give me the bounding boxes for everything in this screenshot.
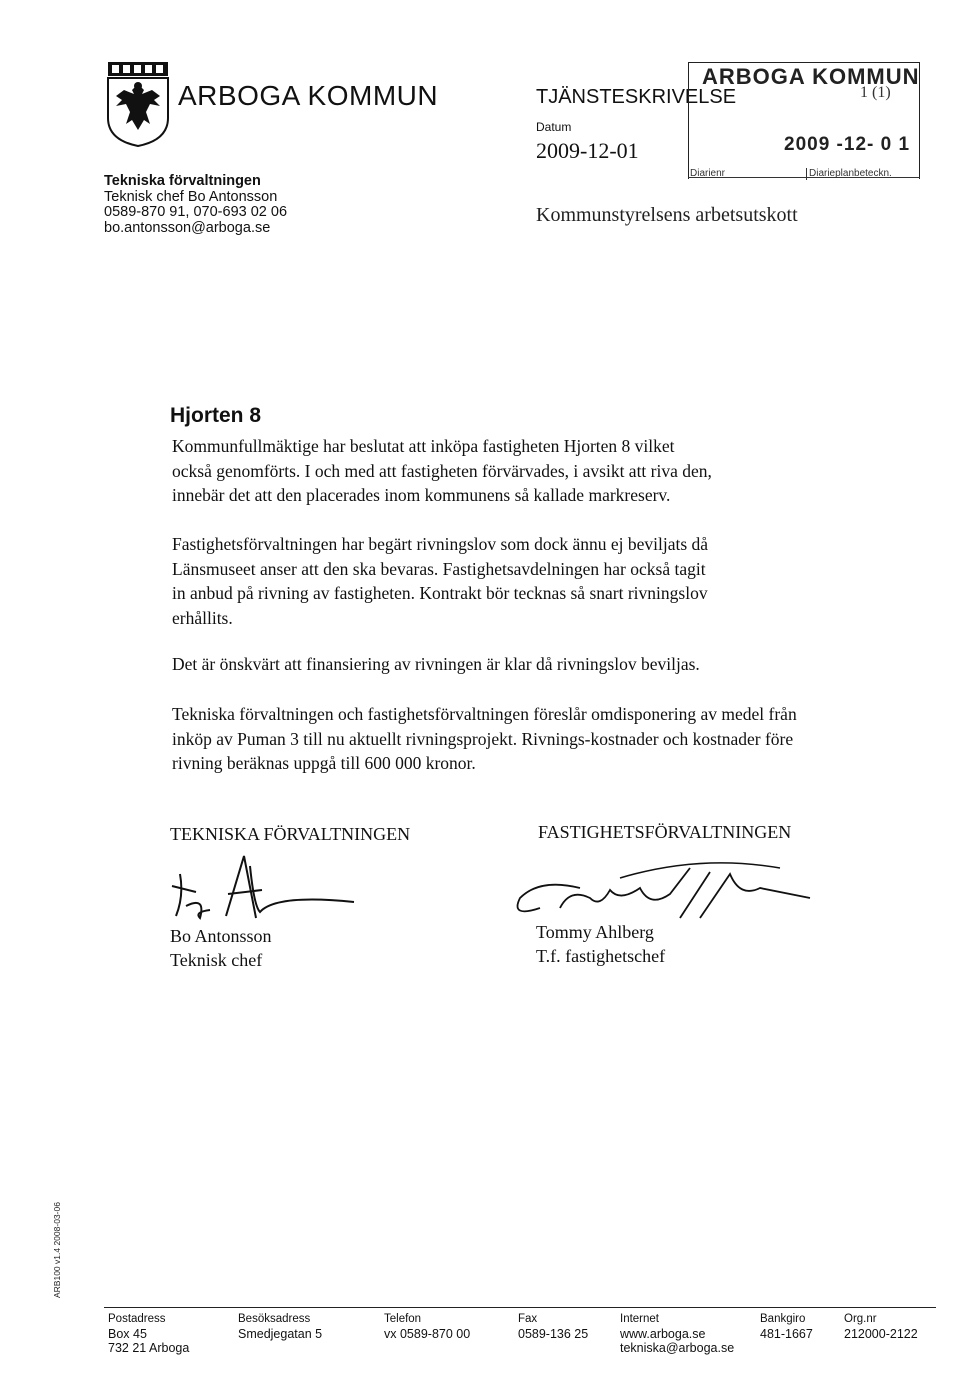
handwritten-signature-left: [166, 846, 366, 926]
stamp-title: ARBOGA KOMMUN: [702, 64, 920, 89]
stamp-divider: [806, 168, 807, 180]
stamp-date: 2009 -12- 0 1: [784, 134, 911, 155]
department-name: Tekniska förvaltningen: [104, 173, 261, 189]
signature-left-block: [170, 924, 272, 972]
stamp-diarieplan-label: Diarieplanbeteckn.: [809, 168, 892, 179]
footer-besoksadress: [238, 1312, 322, 1341]
footer-value: vx 0589-870 00: [384, 1326, 471, 1341]
contact-email: bo.antonsson@arboga.se: [104, 219, 271, 236]
contact-phones: 0589-870 91, 070-693 02 06: [104, 204, 288, 220]
footer-value: www.arboga.se: [620, 1326, 706, 1341]
footer-value: Box 45: [108, 1326, 147, 1341]
date-value: 2009-12-01: [536, 138, 639, 163]
recipient: Kommunstyrelsens arbetsutskott: [536, 204, 798, 226]
signature-right-block: [536, 920, 665, 968]
body-paragraph: Fastighetsförvaltningen har begärt rivningslov som dock ännu ej beviljats då Länsmuseet anser att den ska bevaras. Fastighetsavdelningen har också tagit in anbud på rivning av fastigheten. Kontrakt bör tecknas så snart rivningslov erhållits.: [172, 534, 709, 628]
signer-name: Tommy Ahlberg: [536, 922, 654, 942]
footer-label: Org.nr: [844, 1313, 877, 1325]
footer-bankgiro: [760, 1312, 813, 1341]
footer-value: 212000-2122: [844, 1326, 918, 1341]
footer-telefon: [384, 1312, 470, 1341]
footer-internet: [620, 1312, 734, 1356]
signer-title: Teknisk chef: [170, 950, 263, 970]
signer-name: Bo Antonsson: [170, 926, 272, 946]
signature-right-heading: FASTIGHETSFÖRVALTNINGEN: [538, 822, 792, 842]
contact-title: Teknisk chef Bo Antonsson: [104, 188, 278, 205]
footer-label: Telefon: [384, 1313, 422, 1325]
footer-label: Besöksadress: [238, 1313, 311, 1325]
footer-divider: [104, 1307, 936, 1308]
date-label: Datum: [536, 120, 572, 134]
footer-value: Smedjegatan 5: [238, 1326, 323, 1341]
body-paragraph: Tekniska förvaltningen och fastighetsförvaltningen föreslår omdisponering av medel från inköp av Puman 3 till nu aktuellt rivningsprojekt. Rivnings-kostnader och kostnader före rivning beräknas uppgå till 600 000 kronor.: [172, 704, 797, 774]
footer-value: 481-1667: [760, 1326, 813, 1341]
stamp-page-number: 1 (1): [860, 84, 891, 101]
footer-value: 732 21 Arboga: [108, 1341, 190, 1355]
municipal-crest-icon: [106, 60, 170, 148]
footer-label: Internet: [620, 1313, 659, 1325]
sender-block: [104, 174, 287, 236]
footer-orgnr: [844, 1312, 918, 1341]
signature-left-heading: TEKNISKA FÖRVALTNINGEN: [170, 824, 411, 844]
subject-heading: Hjorten 8: [170, 404, 262, 427]
footer-label: Postadress: [108, 1313, 166, 1325]
footer-fax: [518, 1312, 588, 1341]
footer-value: 0589-136 25: [518, 1326, 589, 1341]
stamp-diarienr-label: Diarienr: [690, 168, 726, 179]
footer-value: tekniska@arboga.se: [620, 1341, 735, 1355]
signer-title: T.f. fastighetschef: [536, 946, 666, 966]
document-type: TJÄNSTESKRIVELSE: [536, 86, 737, 108]
body-paragraph: Det är önskvärt att finansiering av rivningen är klar då rivningslov beviljas.: [172, 654, 700, 674]
body-paragraph: Kommunfullmäktige har beslutat att inköpa fastigheten Hjorten 8 vilket också genomförts. I och med att fastigheten förvärvades, i avsikt att riva den, innebär det att den placerades inom kommunens så kallade markreserv.: [172, 436, 712, 506]
footer-postadress: [108, 1312, 189, 1356]
organization-name: ARBOGA KOMMUN: [178, 80, 439, 111]
form-version-label: ARB100 v1.4 2008-03-06: [52, 1202, 62, 1298]
footer-label: Fax: [518, 1313, 538, 1325]
footer-label: Bankgiro: [760, 1313, 806, 1325]
